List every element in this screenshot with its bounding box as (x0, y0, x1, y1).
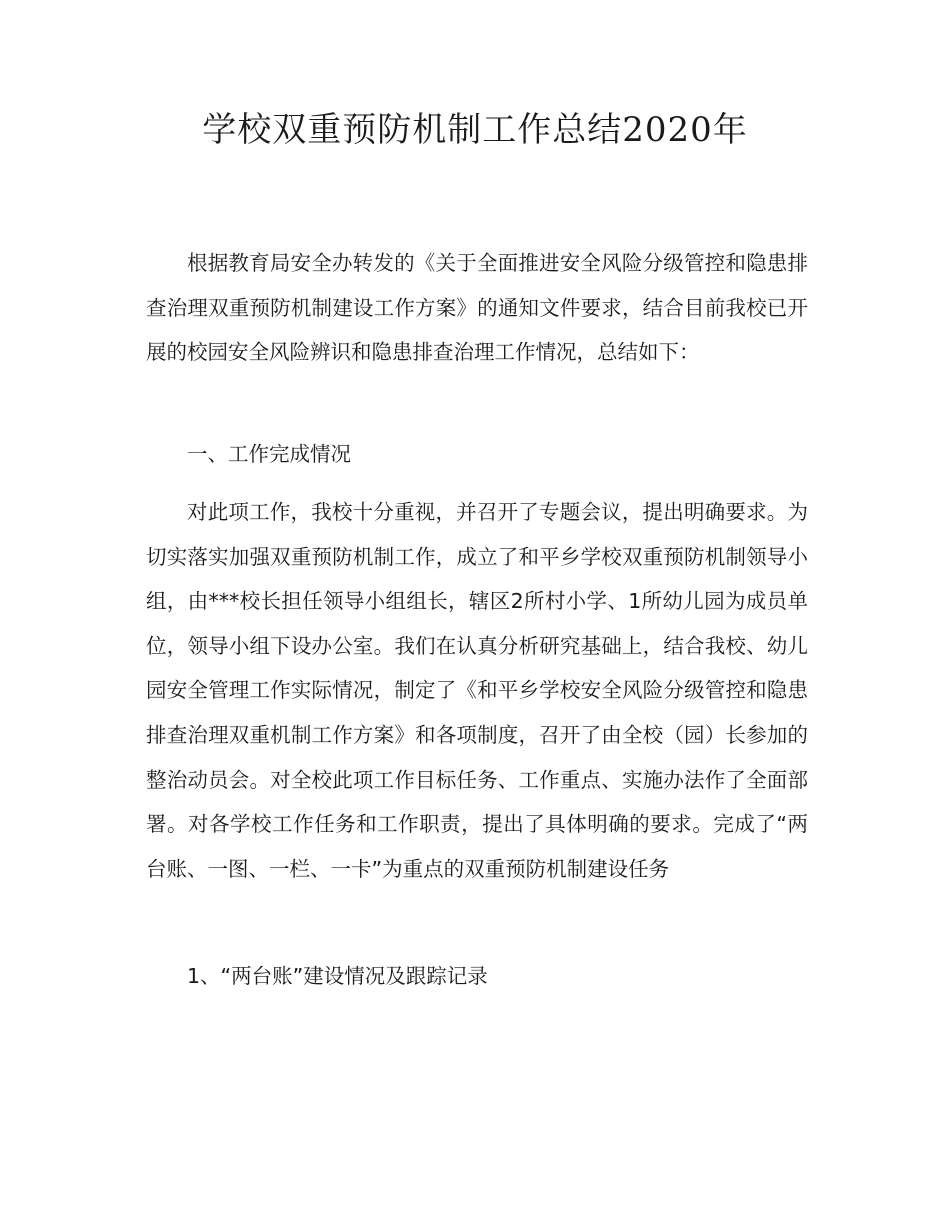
subsection-heading-two-ledgers: 1、“两台账”建设情况及跟踪记录 (187, 964, 488, 988)
intro-paragraph: 根据教育局安全办转发的《关于全面推进安全风险分级管控和隐患排查治理双重预防机制建设工作方案》的通知文件要求，结合目前我校已开展的校园安全风险辨识和隐患排查治理工作情况，总结如下： (146, 251, 808, 365)
work-completion-paragraph: 对此项工作，我校十分重视，并召开了专题会议，提出明确要求。为切实落实加强双重预防机制工作，成立了和平乡学校双重预防机制领导小组，由***校长担任领导小组组长，辖区2所村小学、1所幼儿园为成员单位，领导小组下设办公室。我们在认真分析研究基础上，结合我校、幼儿园安全管理工作实际情况，制定了《和平乡学校安全风险分级管控和隐患排查治理双重机制工作方案》和各项制度，召开了由全校（园）长参加的整治动员会。对全校此项工作目标任务、工作重点、实施办法作了全面部署。对各学校工作任务和工作职责，提出了具体明确的要求。完成了“两台账、一图、一栏、一卡”为重点的双重预防机制建设任务 (146, 500, 808, 881)
document-title: 学校双重预防机制工作总结2020年 (202, 110, 748, 150)
section-heading-work-completion: 一、工作完成情况 (187, 442, 351, 466)
